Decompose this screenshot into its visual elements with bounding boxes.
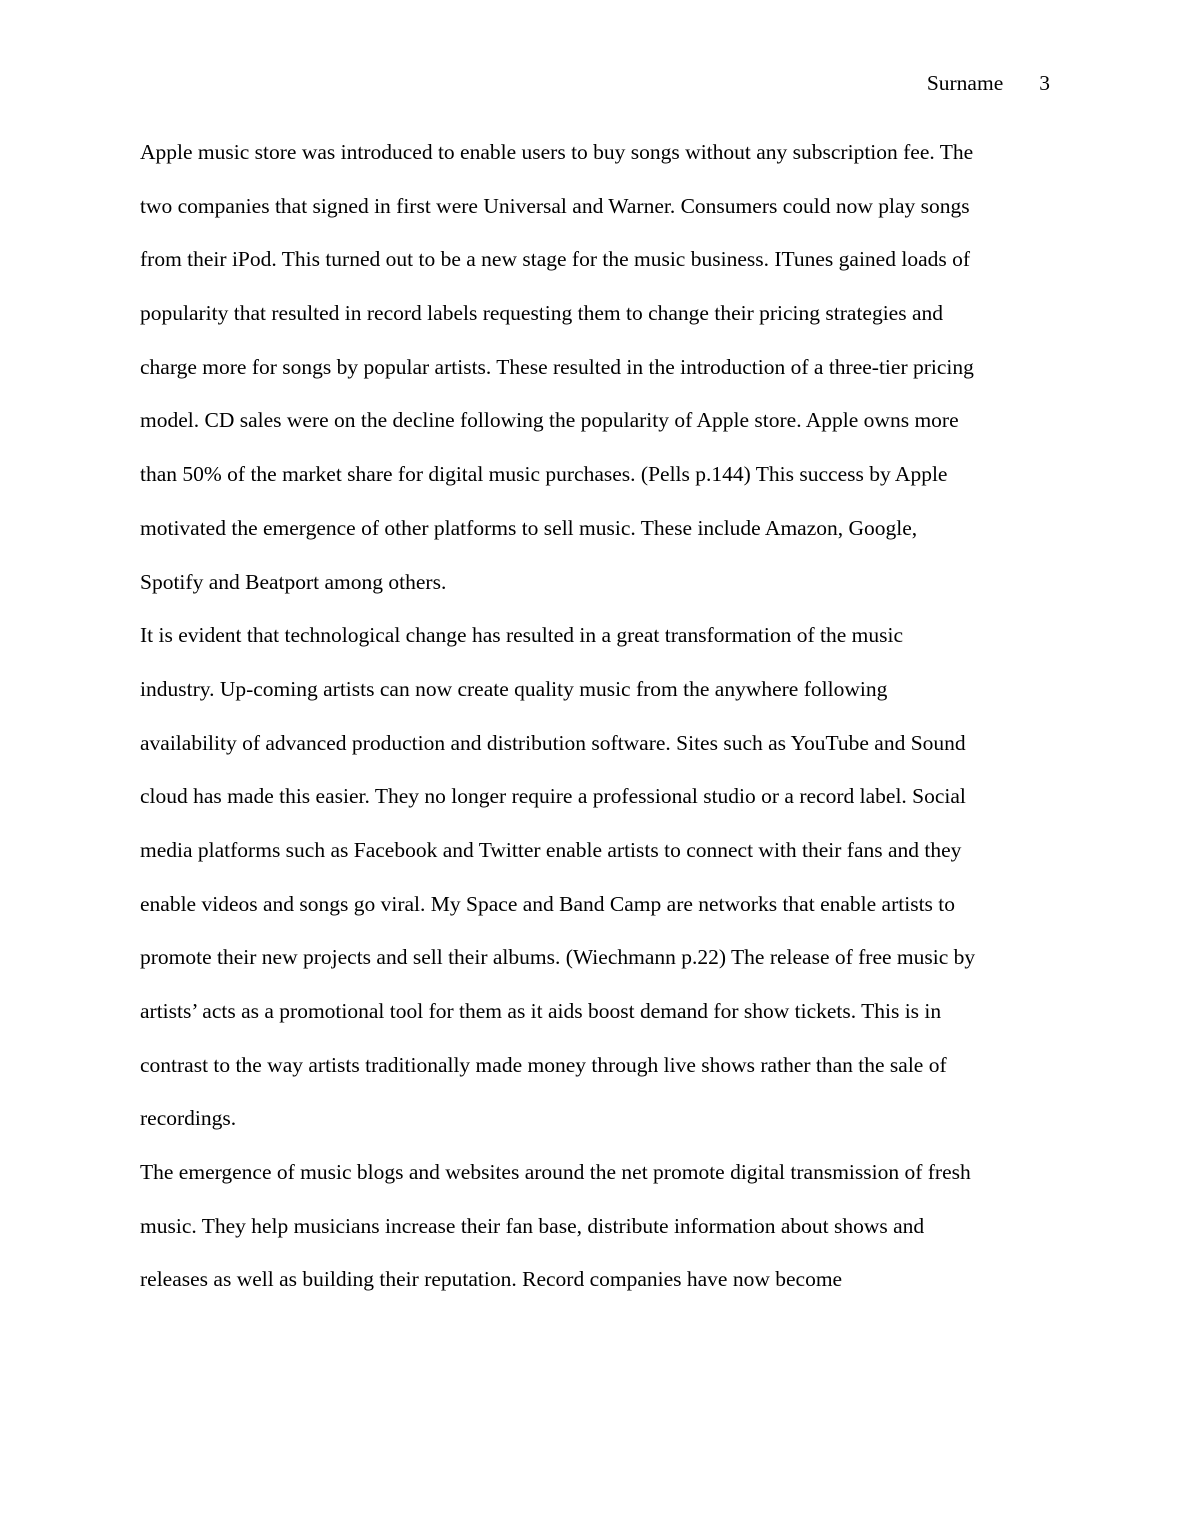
text-line: media platforms such as Facebook and Twitter enable artists to connect with their fans and they [140,837,962,862]
text-line: charge more for songs by popular artists. These resulted in the introduction of a three-tier pricing [140,354,974,379]
paragraph-3 [140,1146,1052,1307]
text-line: motivated the emergence of other platforms to sell music. These include Amazon, Google, [140,515,918,540]
header-surname: Surname [926,71,1004,95]
text-line: contrast to the way artists traditionally made money through live shows rather than the sale of [140,1052,947,1077]
text-line: It is evident that technological change has resulted in a great transformation of the music [140,623,903,648]
text-line: music. They help musicians increase their fan base, distribute information about shows and [140,1213,925,1238]
text-line: two companies that signed in first were Universal and Warner. Consumers could now play songs [140,193,970,218]
text-line: enable videos and songs go viral. My Space and Band Camp are networks that enable artists to [140,891,956,916]
body-text [140,126,1052,1307]
text-line: releases as well as building their reputation. Record companies have now become [140,1267,843,1292]
text-line: artists’ acts as a promotional tool for them as it aids boost demand for show tickets. This is in [140,999,942,1023]
text-line: cloud has made this easier. They no longer require a professional studio or a record label. Social [140,784,966,809]
text-line: availability of advanced production and distribution software. Sites such as YouTube and Sound [140,730,966,755]
text-line: from their iPod. This turned out to be a new stage for the music business. ITunes gained loads of [140,247,971,272]
text-line: Spotify and Beatport among others. [140,569,447,594]
text-line: model. CD sales were on the decline following the popularity of Apple store. Apple owns more [140,408,959,433]
text-line: industry. Up-coming artists can now create quality music from the anywhere following [140,676,888,701]
text-line: popularity that resulted in record labels requesting them to change their pricing strategies and [140,301,944,326]
running-header [927,68,1050,98]
text-line: Apple music store was introduced to enable users to buy songs without any subscription fee. The [140,140,974,164]
text-line: recordings. [140,1106,237,1131]
paragraph-2 [140,609,1052,1146]
paragraph-1 [140,126,1052,609]
text-line: than 50% of the market share for digital music purchases. (Pells p.144) This success by Apple [140,462,948,487]
text-line: promote their new projects and sell their albums. (Wiechmann p.22) The release of free music by [140,945,976,970]
page-number: 3 [1039,71,1050,95]
text-line: The emergence of music blogs and websites around the net promote digital transmission of fresh [140,1160,971,1185]
